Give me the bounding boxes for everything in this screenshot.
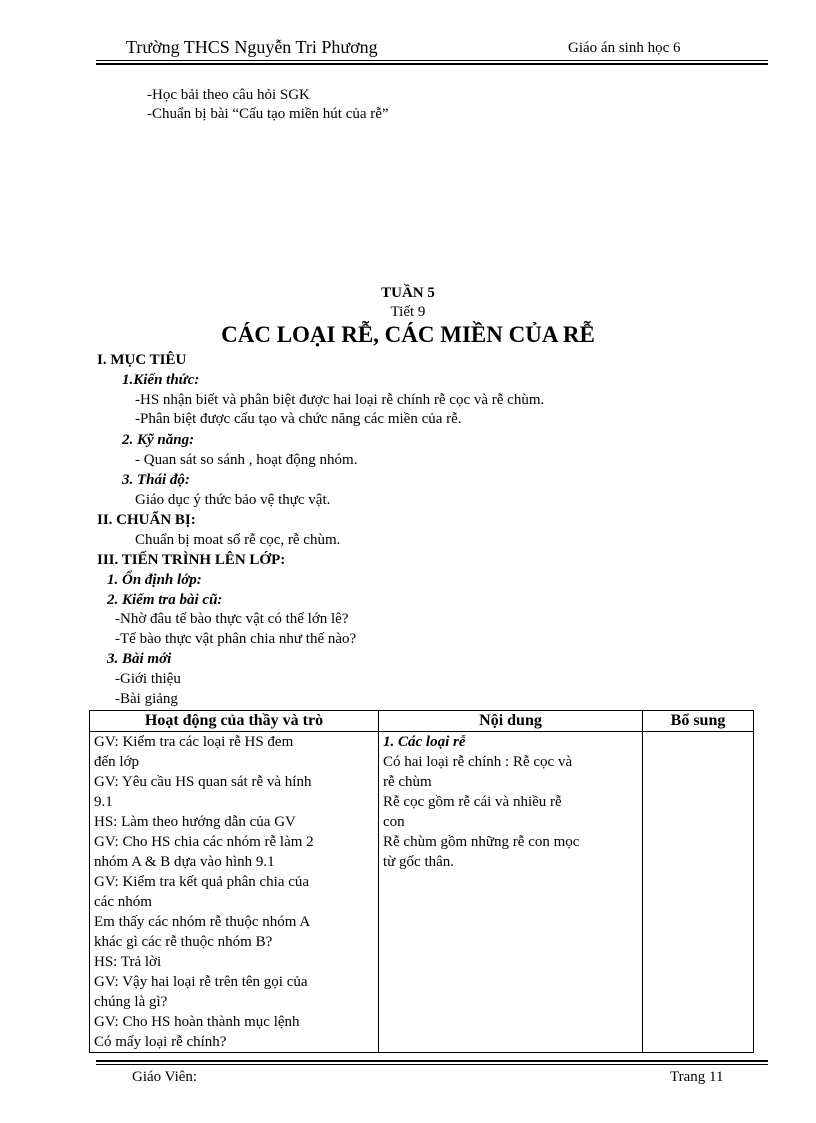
content-line: Có hai loại rễ chính : Rễ cọc và [383, 754, 573, 770]
attitude-label: 3. Thái độ: [122, 472, 190, 488]
preparation-text: Chuẩn bị moat số rễ cọc, rễ chùm. [135, 532, 341, 548]
activity-line: GV: Yêu cầu HS quan sát rễ và hính [94, 774, 312, 790]
table-row [90, 732, 754, 1053]
knowledge-item: -HS nhận biết và phân biệt được hai loại rễ chính rễ cọc và rễ chùm. [135, 392, 545, 408]
lesson-plan-table [89, 710, 754, 1053]
table-header-row [90, 711, 754, 732]
activity-line: GV: Cho HS chia các nhóm rễ làm 2 [94, 834, 314, 850]
procedure-step-3: 3. Bài mới [107, 651, 172, 667]
procedure-step-2: 2. Kiểm tra bài cũ: [107, 592, 223, 608]
lesson-week: TUẦN 5 [381, 285, 435, 301]
header-rule-top [96, 60, 768, 61]
activity-line: 9.1 [94, 794, 113, 810]
content-heading: 1. Các loại rễ [383, 734, 466, 750]
table-header-activities: Hoạt động của thầy và trò [90, 711, 379, 732]
lesson-title: CÁC LOẠI RỄ, CÁC MIỀN CỦA RỄ [221, 322, 595, 347]
activity-line: đến lớp [94, 754, 140, 770]
activity-line: GV: Cho HS hoàn thành mục lệnh [94, 1014, 300, 1030]
content-cell [379, 732, 643, 1053]
content-line: Rễ chùm gồm những rễ con mọc [383, 834, 580, 850]
procedure-lecture: -Bài giảng [115, 691, 178, 707]
knowledge-item: -Phân biệt được cấu tạo và chức năng các miền của rễ. [135, 411, 462, 427]
review-question: -Tế bào thực vật phân chia như thế nào? [115, 631, 357, 647]
preparation-heading: II. CHUẨN BỊ: [97, 512, 196, 528]
table-header-content: Nội dung [379, 711, 643, 732]
content-line: con [383, 814, 405, 830]
homework-line: -Chuẩn bị bài “Cấu tạo miền hút của rễ” [147, 106, 389, 122]
activity-line: HS: Làm theo hướng dẫn của GV [94, 814, 296, 830]
activity-line: các nhóm [94, 894, 152, 910]
activities-cell [90, 732, 379, 1053]
lesson-period: Tiết 9 [390, 304, 426, 320]
activity-line: GV: Kiểm tra các loại rễ HS đem [94, 734, 294, 750]
attitude-text: Giáo dục ý thức bảo vệ thực vật. [135, 492, 331, 508]
header-rule-bottom [96, 63, 768, 65]
content-line: từ gốc thân. [383, 854, 455, 870]
activity-line: GV: Kiểm tra kết quả phân chia của [94, 874, 310, 890]
activity-line: HS: Trả lời [94, 954, 162, 970]
homework-line: -Học bải theo câu hỏi SGK [147, 87, 310, 103]
footer-teacher: Giáo Viên: [132, 1069, 198, 1085]
activity-line: khác gì các rễ thuộc nhóm B? [94, 934, 273, 950]
knowledge-label: 1.Kiến thức: [122, 372, 200, 388]
activity-line: Có mấy loại rễ chính? [94, 1034, 227, 1050]
activity-line: chúng là gì? [94, 994, 168, 1010]
table-header-supplement: Bổ sung [643, 711, 754, 732]
activity-line: GV: Vậy hai loại rễ trên tên gọi của [94, 974, 308, 990]
header-subject: Giáo án sinh học 6 [568, 40, 681, 56]
activity-line: Em thấy các nhóm rễ thuộc nhóm A [94, 914, 311, 930]
activity-line: nhóm A & B dựa vào hình 9.1 [94, 854, 275, 870]
header-school: Trường THCS Nguyễn Tri Phương [126, 37, 378, 57]
review-question: -Nhờ đâu tế bào thực vật có thể lớn lê? [115, 611, 349, 627]
footer-rule-top [96, 1060, 768, 1062]
content-line: Rễ cọc gồm rễ cái và nhiều rễ [383, 794, 562, 810]
procedure-intro: -Giới thiệu [115, 671, 181, 687]
skills-text: - Quan sát so sánh , hoạt động nhóm. [135, 452, 358, 468]
footer-rule-bottom [96, 1064, 768, 1065]
procedure-heading: III. TIẾN TRÌNH LÊN LỚP: [97, 552, 286, 568]
content-line: rễ chùm [383, 774, 432, 790]
footer-page-number: Trang 11 [670, 1069, 724, 1085]
skills-label: 2. Kỹ năng: [122, 432, 195, 448]
supplement-cell [643, 732, 754, 1053]
objectives-heading: I. MỤC TIÊU [97, 352, 187, 368]
procedure-step-1: 1. Ổn định lớp: [107, 572, 202, 588]
